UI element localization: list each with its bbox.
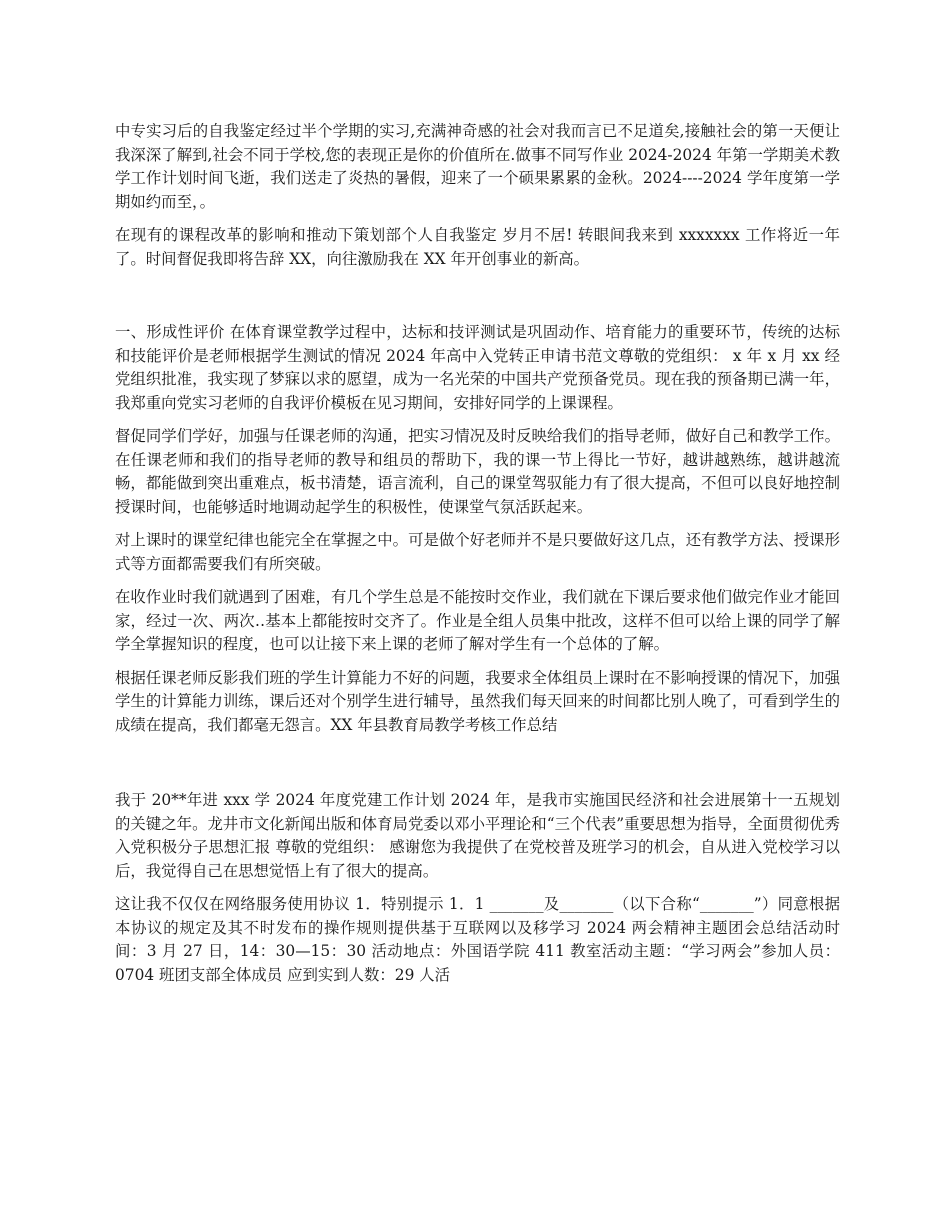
paragraph-2: 在现有的课程改革的影响和推动下策划部个人自我鉴定 岁月不居! 转眼间我来到 xxxxxxx 工作将近一年了。时间督促我即将告辞 XX，向往激励我在 XX 年开创事业的新高。	[115, 226, 840, 268]
paragraph-1: 中专实习后的自我鉴定经过半个学期的实习,充满神奇感的社会对我而言已不足道矣,接触社会的第一天便让我深深了解到,社会不同于学校,您的表现正是你的价值所在.做事不同写作业 2024-2024 年第一学期美术教学工作计划时间飞逝，我们送走了炎热的暑假，迎来了一个硕果累累的金秋。2024----2024 学年度第一学期如约而至，。	[115, 122, 840, 211]
section-spacer	[115, 281, 840, 321]
paragraph-9: 这让我不仅仅在网络服务使用协议 1．特别提示 1．1 _______及_______（以下合称“_______”）同意根据本协议的规定及其不时发布的操作规则提供基于互联网以及移学习 2024 两会精神主题团会总结活动时间：3 月 27 日，14：30—15：30 活动地点：外国语学院 411 教室活动主题：“学习两会”参加人员：0704 班团支部全体成员 应到实到人数：29 人活	[115, 895, 840, 984]
paragraph-5: 对上课时的课堂纪律也能完全在掌握之中。可是做个好老师并不是只要做好这几点，还有教学方法、授课形式等方面都需要我们有所突破。	[115, 531, 840, 573]
paragraph-7: 根据任课老师反影我们班的学生计算能力不好的问题，我要求全体组员上课时在不影响授课的情况下，加强学生的计算能力训练，课后还对个别学生进行辅导，虽然我们每天回来的时间都比别人晚了，可看到学生的成绩在提高，我们都毫无怨言。XX 年县教育局教学考核工作总结	[115, 668, 840, 734]
paragraph-6: 在收作业时我们就遇到了困难，有几个学生总是不能按时交作业，我们就在下课后要求他们做完作业才能回家，经过一次、两次‥基本上都能按时交齐了。作业是全组人员集中批改，这样不但可以给上课的同学了解学全掌握知识的程度，也可以让接下来上课的老师了解对学生有一个总体的了解。	[115, 588, 840, 653]
document-body	[115, 120, 840, 997]
paragraph-4: 督促同学们学好，加强与任课老师的沟通，把实习情况及时反映给我们的指导老师，做好自己和教学工作。在任课老师和我们的指导老师的教导和组员的帮助下，我的课一节上得比一节好，越讲越熟练，越讲越流畅，都能做到突出重难点，板书清楚，语言流利，自己的课堂驾驭能力有了很大提高，不但可以良好地控制授课时间，也能够适时地调动起学生的积极性，使课堂气氛活跃起来。	[115, 427, 840, 516]
paragraph-8: 我于 20**年进 xxx 学 2024 年度党建工作计划 2024 年，是我市实施国民经济和社会进展第十一五规划的关键之年。龙井市文化新闻出版和体育局党委以邓小平理论和“三个代表”重要思想为指导，全面贯彻优秀入党积极分子思想汇报 尊敬的党组织： 感谢您为我提供了在党校普及班学习的机会，自从进入党校学习以后，我觉得自己在思想觉悟上有了很大的提高。	[115, 791, 840, 880]
section-spacer	[115, 747, 840, 789]
paragraph-3: 一、形成性评价 在体育课堂教学过程中，达标和技评测试是巩固动作、培育能力的重要环节，传统的达标和技能评价是老师根据学生测试的情况 2024 年高中入党转正申请书范文尊敬的党组织： x 年 x 月 xx 经党组织批准，我实现了梦寐以求的愿望，成为一名光荣的中国共产党预备党员。现在我的预备期已满一年，我郑重向党实习老师的自我评价模板在见习期间，安排好同学的上课课程。	[115, 323, 840, 412]
